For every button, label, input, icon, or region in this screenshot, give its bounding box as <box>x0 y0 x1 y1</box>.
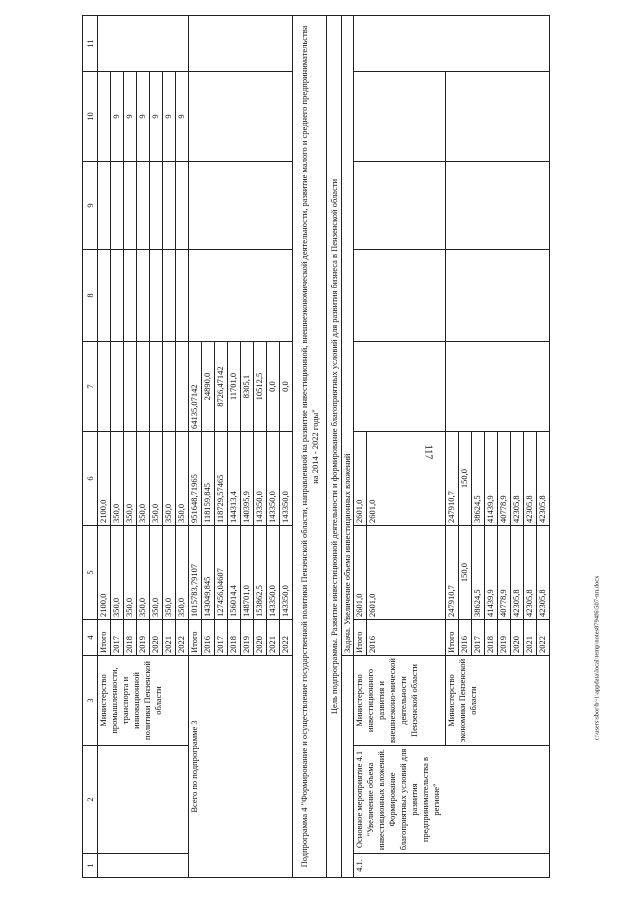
value-cell <box>124 250 137 342</box>
year-cell: 2021 <box>267 620 280 656</box>
year-cell: 2016 <box>202 620 215 656</box>
table-row <box>189 16 202 878</box>
value-cell: 2601,0 <box>354 526 367 620</box>
value-cell: 127456,04607 <box>215 526 228 620</box>
value-cell <box>98 72 111 162</box>
year-cell: 2021 <box>163 620 176 656</box>
value-cell <box>176 342 189 432</box>
column-header: 3 <box>83 656 98 746</box>
value-cell: 2100,0 <box>98 432 111 526</box>
value-cell: 150,0 <box>459 432 472 526</box>
value-cell: 143350,0 <box>267 432 280 526</box>
value-cell <box>354 250 446 342</box>
table-row <box>98 16 111 878</box>
year-cell: 2022 <box>537 620 550 656</box>
value-cell: 64135,07142 <box>189 342 202 432</box>
value-cell: 41439,9 <box>485 432 498 526</box>
value-cell: 9 <box>176 72 189 162</box>
value-cell: 143049,845 <box>202 526 215 620</box>
value-cell <box>150 250 163 342</box>
value-cell: 38624,5 <box>472 432 485 526</box>
value-cell: 42305,8 <box>511 432 524 526</box>
value-cell <box>98 162 111 250</box>
value-cell <box>137 342 150 432</box>
value-cell <box>446 342 550 432</box>
year-cell: 2020 <box>254 620 267 656</box>
column-number-row <box>83 16 98 878</box>
value-cell: 143350,0 <box>280 526 293 620</box>
value-cell: 1015783,79107 <box>189 526 202 620</box>
value-cell: 8726,47142 <box>215 342 228 432</box>
column-header: 11 <box>83 16 98 72</box>
column-header: 1 <box>83 854 98 878</box>
value-cell: 40778,9 <box>498 526 511 620</box>
value-cell <box>137 162 150 250</box>
subprogram-title: Подпрограмма 4 "Формирование и осуществление государственной политики Пензенской области, направленной на развитие инвестиционной, внешнеэкономической деятельности, развитие малого и среднего предпринимательства на 2014 - 2022 годы" <box>293 16 327 878</box>
value-cell <box>98 250 111 342</box>
value-cell <box>354 162 446 250</box>
year-cell: 2020 <box>150 620 163 656</box>
rotated-table-container <box>82 16 594 878</box>
row-number-cell: 4.1. <box>354 854 550 878</box>
value-cell: 143350,0 <box>280 432 293 526</box>
value-cell: 350,0 <box>137 432 150 526</box>
value-cell: 350,0 <box>163 432 176 526</box>
value-cell: 144313,4 <box>228 432 241 526</box>
value-cell: 143350,0 <box>254 432 267 526</box>
value-cell: 350,0 <box>111 432 124 526</box>
year-cell: 2020 <box>511 620 524 656</box>
value-cell <box>137 250 150 342</box>
value-cell <box>354 72 446 162</box>
file-path-footer: c:\users\sbor\b~1\appdata\local\temp\notes8794f6\507-пп.docx <box>593 575 601 741</box>
year-cell: 2018 <box>228 620 241 656</box>
column-header: 9 <box>83 162 98 250</box>
value-cell: 350,0 <box>111 526 124 620</box>
value-cell <box>446 250 550 342</box>
budget-table <box>82 15 550 878</box>
value-cell <box>124 162 137 250</box>
year-cell: Итого <box>354 620 367 656</box>
subprogram-task: Задача. Увеличение объема инвестиционных вложений <box>342 16 354 656</box>
subprogram-goal: Цель подпрограммы. Развитие инвестиционной деятельности и формирование благоприятных условий для развития бизнеса в Пензенской области <box>327 16 342 878</box>
value-cell: 118729,57465 <box>215 432 228 526</box>
value-cell: 350,0 <box>124 432 137 526</box>
value-cell <box>98 342 111 432</box>
measure-name-cell <box>98 746 189 854</box>
year-cell: Итого <box>189 620 202 656</box>
subtotal-label-cell: Всего по подпрограмме 3 <box>189 656 293 878</box>
value-cell: 150,0 <box>459 526 472 620</box>
column-header: 2 <box>83 746 98 854</box>
value-cell: 9 <box>137 72 150 162</box>
value-cell: 143350,0 <box>267 526 280 620</box>
value-cell: 38624,5 <box>472 526 485 620</box>
value-cell: 42305,8 <box>511 526 524 620</box>
value-cell <box>111 162 124 250</box>
value-cell: 118159,845 <box>202 432 215 526</box>
year-cell: 2019 <box>241 620 254 656</box>
value-cell: 951648,71965 <box>189 432 202 526</box>
goal-row <box>327 16 342 878</box>
column-header: 7 <box>83 342 98 432</box>
value-cell <box>189 162 293 250</box>
table-row <box>354 16 367 878</box>
column-header: 8 <box>83 250 98 342</box>
value-cell: 2601,0 <box>367 432 446 526</box>
value-cell <box>163 162 176 250</box>
row-number-cell <box>98 854 189 878</box>
value-cell: 9 <box>163 72 176 162</box>
value-cell: 350,0 <box>150 526 163 620</box>
value-cell: 24890,0 <box>202 342 215 432</box>
year-cell: 2021 <box>524 620 537 656</box>
executor-cell: Министерство промышленности, транспорта и инновационной политики Пензенской области <box>98 656 189 746</box>
value-cell: 350,0 <box>163 526 176 620</box>
executor-cell: Министерство экономики Пензенской области <box>446 656 550 746</box>
column-header: 10 <box>83 72 98 162</box>
value-cell: 9 <box>111 72 124 162</box>
value-cell: 40778,9 <box>498 432 511 526</box>
value-cell <box>446 162 550 250</box>
value-cell <box>150 162 163 250</box>
year-cell: Итого <box>98 620 111 656</box>
value-cell <box>150 342 163 432</box>
subprogram-title-row <box>293 16 327 878</box>
value-cell: 42305,8 <box>537 526 550 620</box>
note-cell <box>98 16 189 72</box>
value-cell: 41439,9 <box>485 526 498 620</box>
note-cell <box>189 16 293 72</box>
year-cell: 2019 <box>498 620 511 656</box>
year-cell: 2016 <box>459 620 472 656</box>
value-cell: 0,0 <box>267 342 280 432</box>
value-cell <box>189 250 293 342</box>
value-cell: 2601,0 <box>354 432 367 526</box>
value-cell: 350,0 <box>137 526 150 620</box>
value-cell <box>446 72 550 162</box>
value-cell <box>176 250 189 342</box>
value-cell: 153862,5 <box>254 526 267 620</box>
value-cell: 350,0 <box>150 432 163 526</box>
value-cell: 42305,8 <box>524 432 537 526</box>
value-cell: 148701,0 <box>241 526 254 620</box>
value-cell: 156014,4 <box>228 526 241 620</box>
value-cell: 2601,0 <box>367 526 446 620</box>
value-cell <box>176 162 189 250</box>
value-cell: 9 <box>124 72 137 162</box>
value-cell <box>163 342 176 432</box>
executor-cell: Министерство инвестиционного развития и внешнеэконо-мической деятельности Пензенской области <box>354 656 446 746</box>
value-cell: 42305,8 <box>537 432 550 526</box>
value-cell <box>354 342 446 432</box>
value-cell <box>111 250 124 342</box>
year-cell: 2022 <box>176 620 189 656</box>
value-cell: 350,0 <box>124 526 137 620</box>
value-cell: 0,0 <box>280 342 293 432</box>
column-header: 6 <box>83 432 98 526</box>
column-header: 4 <box>83 620 98 656</box>
year-cell: 2017 <box>215 620 228 656</box>
value-cell: 42305,8 <box>524 526 537 620</box>
value-cell: 350,0 <box>176 526 189 620</box>
value-cell: 10512,5 <box>254 342 267 432</box>
year-cell: 2017 <box>472 620 485 656</box>
value-cell: 8305,1 <box>241 342 254 432</box>
value-cell: 9 <box>150 72 163 162</box>
year-cell: 2016 <box>367 620 446 656</box>
year-cell: 2022 <box>280 620 293 656</box>
task-spacer-cell <box>342 656 354 878</box>
value-cell <box>163 250 176 342</box>
value-cell: 11701,0 <box>228 342 241 432</box>
value-cell <box>124 342 137 432</box>
value-cell <box>111 342 124 432</box>
year-cell: 2017 <box>111 620 124 656</box>
note-cell <box>354 16 550 72</box>
column-header: 5 <box>83 526 98 620</box>
value-cell: 350,0 <box>176 432 189 526</box>
year-cell: 2018 <box>485 620 498 656</box>
year-cell: Итого <box>446 620 459 656</box>
year-cell: 2018 <box>124 620 137 656</box>
value-cell: 140395,9 <box>241 432 254 526</box>
value-cell: 247910,7 <box>446 432 459 526</box>
value-cell <box>189 72 293 162</box>
task-row <box>342 16 354 878</box>
measure-name-cell: Основное мероприятие 4.1 "Увеличение объема инвестиционных вложений. Формирование благоприятных условий для развития предпринимательства в регионе" <box>354 746 550 854</box>
value-cell: 247910,7 <box>446 526 459 620</box>
year-cell: 2019 <box>137 620 150 656</box>
page-number: 117 <box>422 444 434 460</box>
value-cell: 2100,0 <box>98 526 111 620</box>
